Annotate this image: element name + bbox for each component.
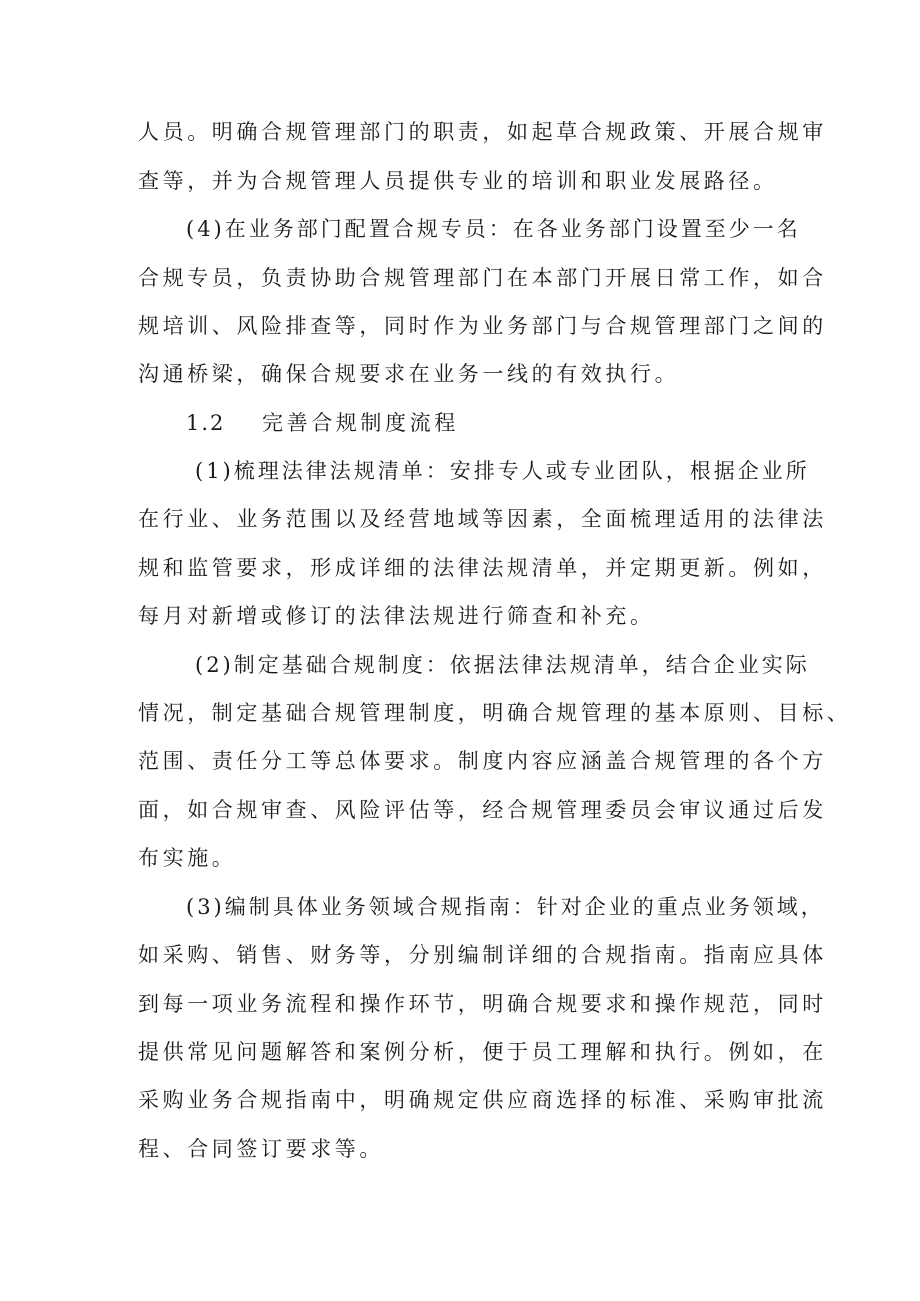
paragraph-line: 提供常见问题解答和案例分析，便于员工理解和执行。例如，在 [138,1040,827,1064]
paragraph-line: 人员。明确合规管理部门的职责，如起草合规政策、开展合规审 [138,120,827,144]
paragraph-line: (3)编制具体业务领域合规指南：针对企业的重点业务领域， [186,895,825,919]
paragraph-line: 布实施。 [138,846,237,870]
section-title: 完善合规制度流程 [262,411,459,435]
paragraph-line: 沟通桥梁，确保合规要求在业务一线的有效执行。 [138,362,680,386]
paragraph-line: 如采购、销售、财务等，分别编制详细的合规指南。指南应具体 [138,943,827,967]
paragraph-line: 情况，制定基础合规管理制度，明确合规管理的基本原则、目标、 [138,701,852,725]
paragraph-line: 到每一项业务流程和操作环节，明确合规要求和操作规范，同时 [138,992,827,1016]
paragraph-line: 范围、责任分工等总体要求。制度内容应涵盖合规管理的各个方 [138,749,827,773]
paragraph-line: 每月对新增或修订的法律法规进行筛查和补充。 [138,604,655,628]
paragraph-line: (1)梳理法律法规清单：安排专人或专业团队，根据企业所 [195,459,810,483]
paragraph-line: 在行业、业务范围以及经营地域等因素，全面梳理适用的法律法 [138,507,827,531]
paragraph-line: (2)制定基础合规制度：依据法律法规清单，结合企业实际 [195,653,810,677]
paragraph-line: 规和监管要求，形成详细的法律法规清单，并定期更新。例如， [138,556,827,580]
paragraph-line: (4)在业务部门配置合规专员：在各业务部门设置至少一名 [186,217,801,241]
paragraph-line: 面，如合规审查、风险评估等，经合规管理委员会审议通过后发 [138,798,827,822]
paragraph-line: 程、合同签订要求等。 [138,1137,384,1161]
paragraph-line: 查等，并为合规管理人员提供专业的培训和职业发展路径。 [138,169,778,193]
paragraph-line: 规培训、风险排查等，同时作为业务部门与合规管理部门之间的 [138,314,827,338]
paragraph-line: 合规专员，负责协助合规管理部门在本部门开展日常工作，如合 [138,266,827,290]
paragraph-line: 采购业务合规指南中，明确规定供应商选择的标准、采购审批流 [138,1088,827,1112]
section-number: 1.2 [186,411,226,435]
